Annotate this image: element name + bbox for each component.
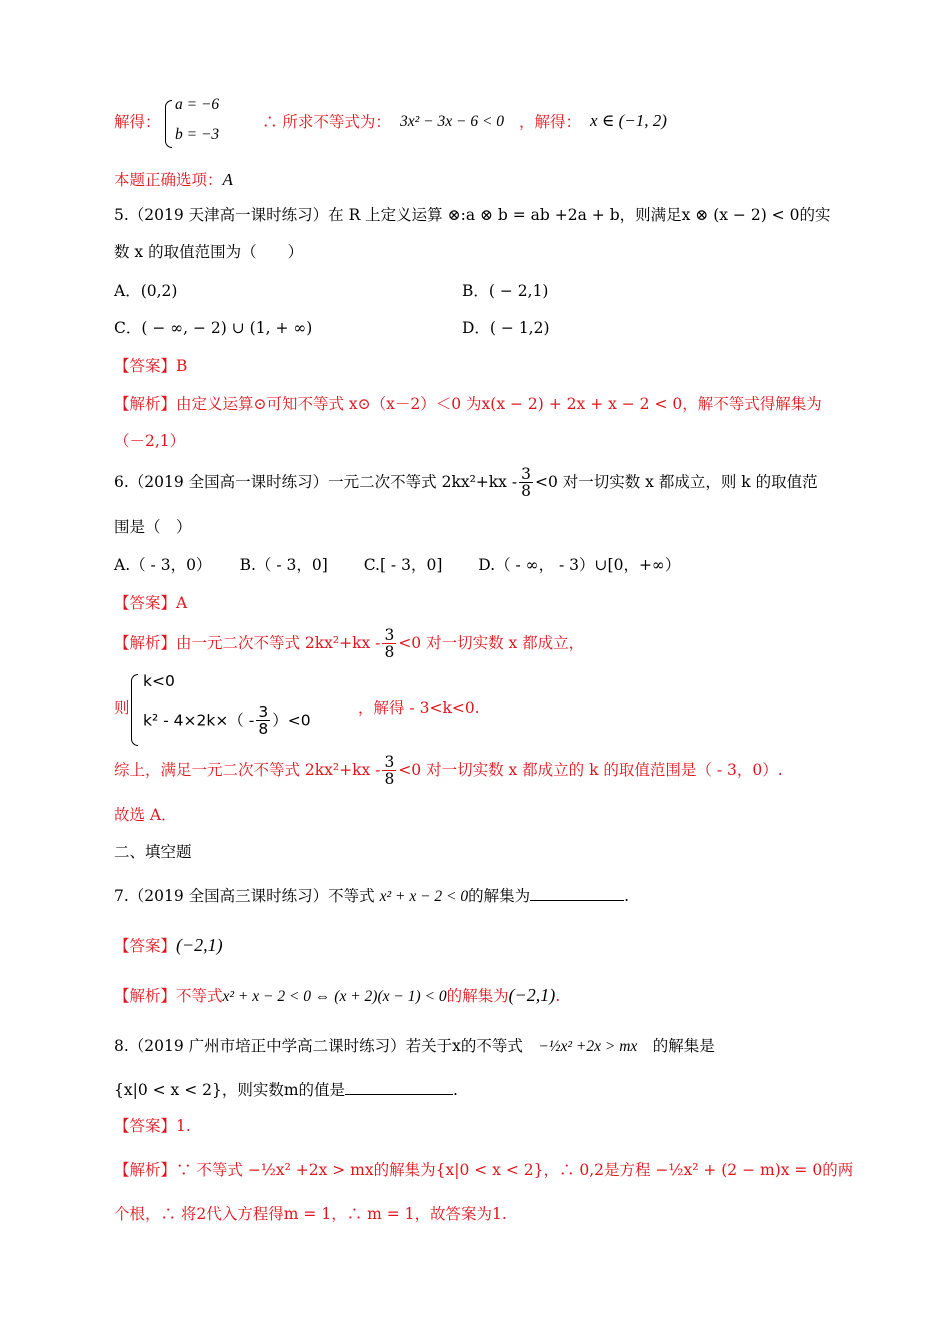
q8-stem-line1: 8.（2019 广州市培正中学高二课时练习）若关于x的不等式 −½x² +2x > mx 的解集是 (114, 1037, 715, 1055)
q5-option-b: B．( − 2,1) (462, 282, 549, 300)
correct-option-label: 本题正确选项： (114, 171, 223, 189)
section-heading: 二、填空题 (114, 843, 192, 861)
q5-option-c: C．( − ∞, − 2) ∪ (1, + ∞) (114, 319, 313, 337)
q8-stem-math: −½x² +2x > mx (538, 1038, 638, 1055)
q7-answer-value: (−2,1) (176, 935, 223, 955)
q8-answer: 【答案】1. (114, 1117, 191, 1135)
q8-answer-blank (345, 1080, 453, 1095)
q6-analysis-fraction: $\frac{3}{8}$ (384, 626, 395, 662)
correct-option-line (114, 170, 233, 190)
q5-option-a: A．(0,2) (114, 282, 178, 300)
q7-analysis-math: x² + x − 2 < 0 ⇔ (x + 2)(x − 1) < 0 (222, 988, 447, 1005)
q6-stem-post: <0 对一切实数 x 都成立，则 k 的取值范 (534, 472, 818, 491)
q8-stem-line2: {x|0 < x < 2}，则实数m的值是 . (114, 1081, 458, 1099)
q8-analysis-line2: 个根，∴ 将2代入方程得m = 1，∴ m = 1，故答案为1. (114, 1205, 507, 1223)
q7-analysis: 【解析】不等式x² + x − 2 < 0 ⇔ (x + 2)(x − 1) < 0的解集为(−2,1). (114, 985, 561, 1005)
q6-system-eq2: k² - 4×2k×（ - $\frac{3}{8}$ ）<0 (143, 703, 311, 739)
q6-system-prefix: 则 (114, 699, 130, 717)
q6-stem-line1 (114, 466, 818, 500)
q7-analysis-value: (−2,1) (508, 985, 556, 1005)
q5-answer: 【答案】B (114, 357, 188, 375)
top-solution-label: 解得： (114, 113, 161, 131)
q6-analysis-pre: 【解析】由一元二次不等式 2kx²+kx - (114, 633, 381, 652)
q6-stem-fraction: $\frac{3}{8}$ (521, 465, 531, 501)
top-eq2: b = −3 (175, 126, 220, 143)
q5-analysis-line2: （－2,1） (114, 432, 186, 450)
q7-inequality: x² + x − 2 < 0 (379, 888, 469, 905)
top-label2: ，解得： (519, 113, 582, 131)
q5-stem-line1: 5.（2019 天津高一课时练习）在 R 上定义运算 ⊗:a ⊗ b = ab +2a + b，则满足x ⊗ (x − 2) < 0的实 (114, 206, 831, 224)
q6-stem-line2: 围是（ ） (114, 518, 192, 536)
top-eq1: a = −6 (175, 96, 220, 113)
q6-stem-pre: 6.（2019 全国高一课时练习）一元二次不等式 2kx²+kx - (114, 472, 518, 491)
q6-answer: 【答案】A (114, 594, 188, 612)
top-mid-text: ∴ 所求不等式为： (262, 113, 391, 131)
q6-options: A.（ - 3，0） B.（ - 3，0] C.[ - 3，0] D.（ - ∞， - 3）∪[0，+∞） (114, 556, 681, 574)
q6-analysis-line3: 综上，满足一元二次不等式 2kx²+kx - $\frac{3}{8}$ <0 对一切实数 x 都成立的 k 的取值范围是（ - 3，0）. (114, 753, 783, 789)
q6-system-brace (131, 674, 138, 746)
q7-answer: 【答案】(−2,1) (114, 935, 223, 955)
top-system-brace (165, 100, 172, 148)
q6-analysis-line1 (114, 627, 584, 661)
q5-option-d: D．( − 1,2) (462, 319, 550, 337)
q8-analysis-line1: 【解析】∵ 不等式 −½x² +2x > mx的解集为{x|0 < x < 2}，∴ 0,2是方程 −½x² + (2 − m)x = 0的两 (114, 1161, 854, 1179)
q6-conclusion: 故选 A． (114, 806, 177, 824)
top-inequality: 3x² − 3x − 6 < 0 (400, 113, 505, 130)
q5-analysis-line1: 【解析】由定义运算⊙可知不等式 x⊙（x－2）＜0 为x(x − 2) + 2x + x − 2 < 0，解不等式得解集为 (114, 395, 822, 413)
q5-stem-line2: 数 x 的取值范围为（ ） (114, 243, 304, 261)
correct-option-value: A (222, 170, 233, 189)
q7-answer-blank (530, 886, 624, 901)
q6-system-result: ，解得 - 3<k<0. (358, 699, 480, 717)
top-result: x ∈ (−1, 2) (590, 111, 667, 130)
q6-analysis-post: <0 对一切实数 x 都成立， (398, 633, 585, 652)
q7-stem: 7.（2019 全国高三课时练习）不等式 x² + x − 2 < 0的解集为 . (114, 887, 630, 905)
q6-system-eq1: k<0 (143, 672, 175, 690)
